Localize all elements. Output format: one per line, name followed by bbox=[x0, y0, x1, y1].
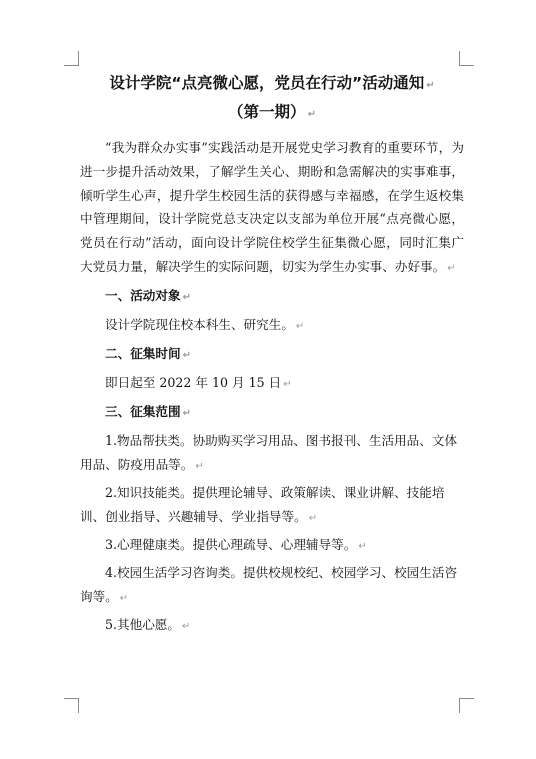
section-text-1 bbox=[80, 313, 464, 339]
paragraph-mark: ↵ bbox=[182, 407, 191, 419]
paragraph-mark: ↵ bbox=[182, 620, 191, 632]
list-item bbox=[80, 533, 464, 559]
document-body[interactable] bbox=[80, 70, 464, 639]
title-line-2: （第一期） bbox=[228, 103, 306, 121]
section-heading-2 bbox=[80, 341, 464, 369]
paragraph-mark: ↵ bbox=[308, 512, 318, 524]
margin-corner-bottom-left bbox=[64, 698, 79, 713]
list-item-text: 4.校园生活学习咨询类。提供校规校纪、校园学习、校园生活咨询等。 bbox=[80, 564, 458, 604]
section-heading-3-text: 三、征集范围 bbox=[105, 403, 181, 419]
margin-corner-top-right bbox=[459, 51, 474, 66]
paragraph-mark: ↵ bbox=[426, 80, 435, 91]
paragraph-mark: ↵ bbox=[119, 592, 129, 604]
paragraph-mark: ↵ bbox=[295, 320, 305, 332]
section-text-2-content: 即日起至 2022 年 10 月 15 日 bbox=[105, 374, 282, 390]
paragraph-mark: ↵ bbox=[358, 540, 367, 552]
title-line-1: 设计学院“点亮微心愿，党员在行动”活动通知 bbox=[109, 74, 425, 92]
paragraph-mark: ↵ bbox=[182, 349, 191, 361]
list-item-text: 3.心理健康类。提供心理疏导、心理辅导等。 bbox=[105, 536, 357, 552]
paragraph-mark: ↵ bbox=[283, 378, 292, 390]
paragraph-mark: ↵ bbox=[182, 291, 191, 303]
list-item bbox=[80, 613, 464, 639]
list-item bbox=[80, 561, 464, 611]
margin-corner-top-left bbox=[64, 51, 79, 66]
list-item bbox=[80, 429, 464, 479]
section-text-1-content: 设计学院现住校本科生、研究生。 bbox=[105, 316, 294, 332]
section-heading-2-text: 二、征集时间 bbox=[105, 345, 181, 361]
list-item bbox=[80, 481, 464, 531]
paragraph-mark: ↵ bbox=[195, 460, 204, 472]
section-heading-3 bbox=[80, 399, 464, 427]
section-heading-1-text: 一、活动对象 bbox=[105, 287, 181, 303]
document-subtitle bbox=[80, 99, 464, 128]
list-item-text: 2.知识技能类。提供理论辅导、政策解读、课业讲解、技能培训、创业指导、兴趣辅导、学业指导等。 bbox=[80, 484, 445, 524]
intro-text: “我为群众办实事”实践活动是开展党史学习教育的重要环节，为进一步提升活动效果，了解学生关心、期盼和急需解决的实事难事，倾听学生心声，提升学生校园生活的获得感与幸福感，在学生返校集中管理期间，设计学院党总支决定以支部为单位开展“点亮微心愿，党员在行动”活动，面向设计学院住校学生征集微心愿，同时汇集广大党员力量，解决学生的实际问题，切实为学生办实事、办好事。 bbox=[80, 140, 464, 274]
paragraph-mark: ↵ bbox=[307, 109, 316, 120]
list-item-text: 1.物品帮扶类。协助购买学习用品、图书报刊、生活用品、文体用品、防疫用品等。 bbox=[80, 432, 458, 472]
section-text-2 bbox=[80, 371, 464, 397]
list-item-text: 5.其他心愿。 bbox=[105, 616, 180, 632]
margin-corner-bottom-right bbox=[459, 698, 474, 713]
document-title bbox=[80, 70, 464, 99]
intro-paragraph bbox=[80, 136, 464, 281]
section-heading-1 bbox=[80, 283, 464, 311]
paragraph-mark: ↵ bbox=[447, 262, 456, 274]
